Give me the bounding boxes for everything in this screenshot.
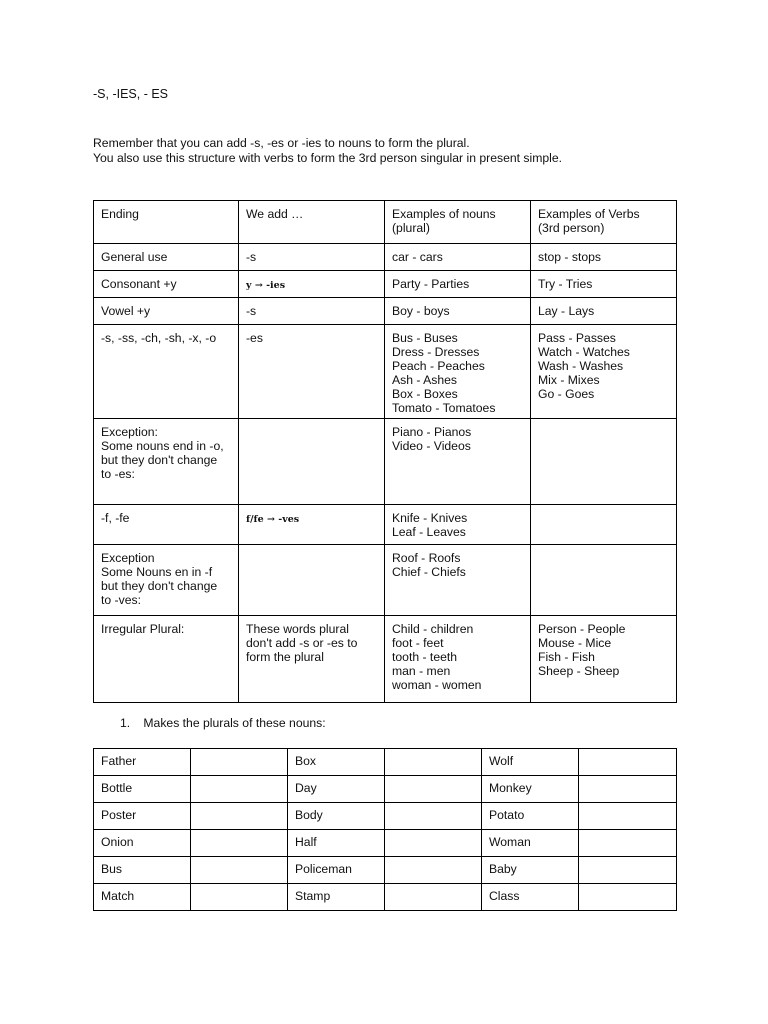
table-cell [531,298,677,325]
practice-row [94,776,677,803]
answer-cell[interactable] [579,749,677,776]
answer-cell[interactable] [191,749,288,776]
cell-line: General use [101,250,168,264]
noun-cell: Stamp [288,884,385,911]
cell-line: Fish - Fish [538,650,595,664]
header-cell [385,201,531,244]
answer-cell[interactable] [579,884,677,911]
practice-row [94,857,677,884]
table-cell [94,325,239,419]
table-header-row [94,201,677,244]
noun-cell: Monkey [482,776,579,803]
noun-cell: Wolf [482,749,579,776]
cell-line: -s [246,250,257,264]
table-cell [385,298,531,325]
header-cell [239,201,385,244]
table-cell [239,419,385,505]
table-cell [531,244,677,271]
header-cell [531,201,677,244]
cell-line: Person - People [538,622,626,636]
cell-line: Bus - Buses [392,331,458,345]
answer-cell[interactable] [191,830,288,857]
exercise-instruction [120,716,326,730]
cell-line: Piano - Pianos [392,425,472,439]
practice-row [94,830,677,857]
cell-line: Try - Tries [538,277,593,291]
cell-line: Knife - Knives [392,511,468,525]
cell-line: Tomato - Tomatoes [392,401,496,415]
table-cell [385,419,531,505]
cell-line: Some nouns end in -o, [101,439,224,453]
noun-cell: Class [482,884,579,911]
answer-cell[interactable] [385,749,482,776]
cell-line: Mix - Mixes [538,373,600,387]
table-cell [94,244,239,271]
answer-cell[interactable] [579,803,677,830]
answer-cell[interactable] [579,830,677,857]
header-cell [94,201,239,244]
cell-line: (3rd person) [538,221,605,235]
table-cell [385,325,531,419]
cell-line: but they don't change [101,579,218,593]
noun-cell: Policeman [288,857,385,884]
table-cell [94,616,239,703]
noun-cell: Body [288,803,385,830]
table-cell [531,419,677,505]
practice-row [94,749,677,776]
cell-line: Child - children [392,622,474,636]
cell-line: Boy - boys [392,304,450,318]
table-row [94,325,677,419]
cell-line: but they don't change [101,453,218,467]
cell-line: We add … [246,207,304,221]
noun-cell: Box [288,749,385,776]
cell-line: don't add -s or -es to [246,636,358,650]
noun-cell: Bus [94,857,191,884]
table-row [94,545,677,616]
intro-line: Remember that you can add -s, -es or -ies to nouns to form the plural. [93,136,470,150]
table-cell [94,545,239,616]
table-cell [239,244,385,271]
table-cell [385,244,531,271]
cell-line: Vowel +y [101,304,151,318]
answer-cell[interactable] [385,803,482,830]
table-cell [239,616,385,703]
table-row [94,505,677,545]
answer-cell[interactable] [385,884,482,911]
table-row [94,419,677,505]
cell-line: Video - Videos [392,439,471,453]
cell-line: Consonant +y [101,277,177,291]
table-cell [94,298,239,325]
cell-line: -es [246,331,263,345]
cell-line: Box - Boxes [392,387,458,401]
cell-line: (plural) [392,221,430,235]
intro-line: You also use this structure with verbs to form the 3rd person singular in present simple. [93,151,562,165]
cell-line: Dress - Dresses [392,345,480,359]
noun-cell: Potato [482,803,579,830]
cell-line: foot - feet [392,636,444,650]
practice-row [94,803,677,830]
cell-line: Party - Parties [392,277,470,291]
cell-line: -f, -fe [101,511,130,525]
cell-line: Examples of nouns [392,207,496,221]
cell-line: stop - stops [538,250,601,264]
table-cell [239,271,385,298]
cell-line: Wash - Washes [538,359,624,373]
table-row [94,271,677,298]
plural-rules-table [93,200,677,703]
cell-line: Sheep - Sheep [538,664,620,678]
cell-line: Some Nouns en in -f [101,565,213,579]
exercise-number: 1. [120,716,131,730]
cell-line: to -ves: [101,593,141,607]
noun-cell: Woman [482,830,579,857]
table-cell [239,505,385,545]
answer-cell[interactable] [579,857,677,884]
cell-line: Ending [101,207,139,221]
cell-line: man - men [392,664,451,678]
cell-line: f/fe → -ves [246,514,300,525]
cell-line: Pass - Passes [538,331,616,345]
cell-line: form the plural [246,650,324,664]
table-cell [531,545,677,616]
answer-cell[interactable] [385,830,482,857]
table-row [94,616,677,703]
noun-cell: Poster [94,803,191,830]
table-cell [239,298,385,325]
table-cell [385,545,531,616]
cell-line: Roof - Roofs [392,551,461,565]
cell-line: y → -ies [246,280,286,291]
cell-line: -s [246,304,257,318]
table-cell [385,616,531,703]
table-row [94,298,677,325]
practice-table [93,748,677,911]
cell-line: Go - Goes [538,387,595,401]
noun-cell: Baby [482,857,579,884]
practice-row [94,884,677,911]
table-cell [239,545,385,616]
cell-line: -s, -ss, -ch, -sh, -x, -o [101,331,217,345]
cell-line: Leaf - Leaves [392,525,466,539]
table-cell [94,271,239,298]
noun-cell: Half [288,830,385,857]
cell-line: Peach - Peaches [392,359,485,373]
table-cell [531,505,677,545]
cell-line: Mouse - Mice [538,636,612,650]
table-cell [385,271,531,298]
cell-line: to -es: [101,467,135,481]
noun-cell: Father [94,749,191,776]
answer-cell[interactable] [191,803,288,830]
page-title: -S, -IES, - ES [93,87,169,101]
cell-line: woman - women [392,678,482,692]
table-cell [94,419,239,505]
cell-line: Lay - Lays [538,304,595,318]
noun-cell: Onion [94,830,191,857]
cell-line: These words plural [246,622,349,636]
table-cell [531,616,677,703]
answer-cell[interactable] [385,857,482,884]
cell-line: tooth - teeth [392,650,458,664]
exercise-text: Makes the plurals of these nouns: [143,716,326,730]
table-cell [239,325,385,419]
table-cell [94,505,239,545]
table-cell [531,325,677,419]
answer-cell[interactable] [191,884,288,911]
cell-line: Watch - Watches [538,345,630,359]
cell-line: car - cars [392,250,443,264]
answer-cell[interactable] [191,776,288,803]
noun-cell: Day [288,776,385,803]
table-cell [531,271,677,298]
intro-text [93,136,562,166]
cell-line: Irregular Plural: [101,622,185,636]
cell-line: Exception [101,551,155,565]
cell-line: Ash - Ashes [392,373,458,387]
answer-cell[interactable] [579,776,677,803]
table-row [94,244,677,271]
cell-line: Examples of Verbs [538,207,640,221]
cell-line: Exception: [101,425,158,439]
answer-cell[interactable] [191,857,288,884]
noun-cell: Bottle [94,776,191,803]
answer-cell[interactable] [385,776,482,803]
cell-line: Chief - Chiefs [392,565,466,579]
noun-cell: Match [94,884,191,911]
table-cell [385,505,531,545]
